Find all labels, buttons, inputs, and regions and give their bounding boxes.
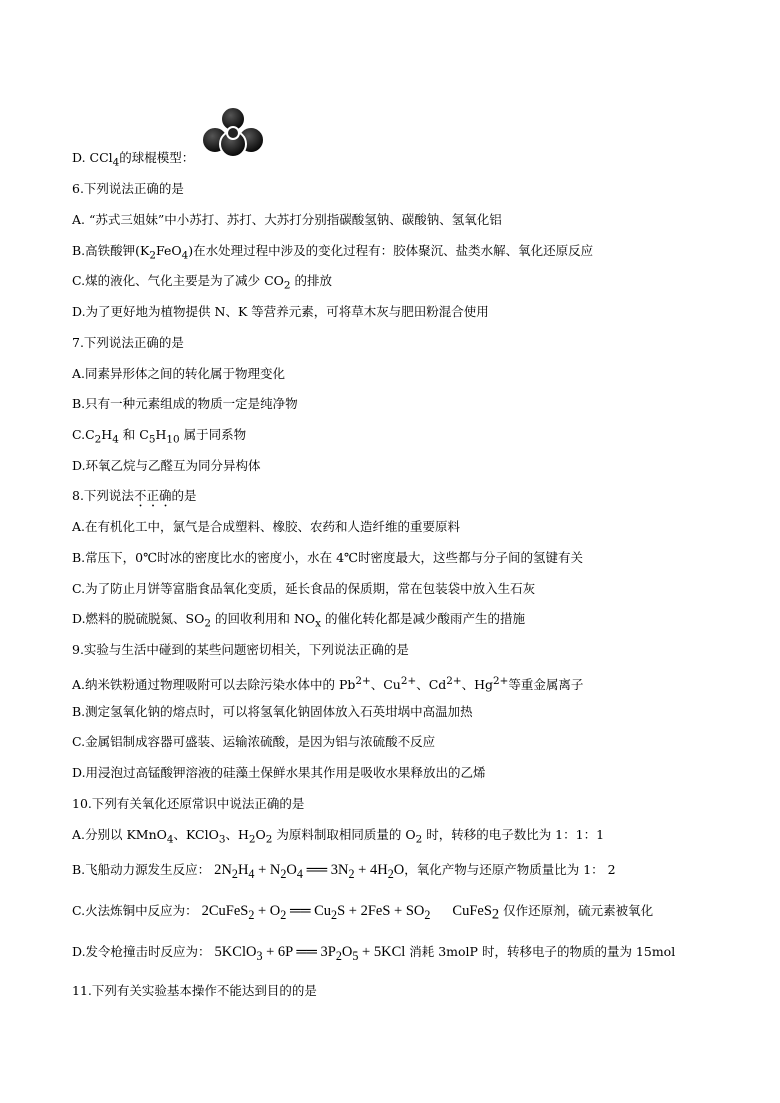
- q8-option-d: D.燃料的脱硫脱氮、$SO_2$ 的回收利用和 $NO_x$ 的催化转化都是减少酸雨产生的措施: [72, 611, 525, 630]
- equation-n2h4: $2N_2H_4 + N_2O_4$ ══ $3N_2 + 4H_2O$: [214, 862, 405, 881]
- q9-option-b: B.测定氢氧化钠的熔点时，可以将氢氧化钠固体放入石英坩埚中高温加热: [72, 704, 473, 719]
- q8-stem: 8.下列说法不正确的是: [72, 488, 197, 503]
- ccl4-ball-stick-model-image: [200, 104, 266, 160]
- q7-option-b: B.只有一种元素组成的物质一定是纯净物: [72, 396, 298, 411]
- q8-option-a: A.在有机化工中，氯气是合成塑料、橡胶、农药和人造纤维的重要原料: [72, 519, 461, 534]
- q10-option-b: B.飞船动力源发生反应： $2N_2H_4 + N_2O_4$ ══ $3N_2 + 4H_2O$，氧化产物与还原产物质量比为 1： 2: [72, 862, 616, 881]
- q7-option-c: $C.C_2H_4$ 和 $C_5H_{10}$ 属于同系物: [72, 427, 247, 446]
- q10-option-a: A.分别以 KMnO$_4$、KClO$_3$、$H_2O_2$ 为原料制取相同质量的 $O_2$ 时，转移的电子数比为 1：1：1: [72, 827, 605, 846]
- q7-option-a: A.同素异形体之间的转化属于物理变化: [72, 366, 286, 381]
- q7-stem: 7.下列说法正确的是: [72, 335, 184, 350]
- q6-option-b: B.高铁酸钾$(K_2FeO_4)$在水处理过程中涉及的变化过程有：胶体聚沉、盐类水解、氧化还原反应: [72, 243, 594, 262]
- equation-cufes2: 2CuFeS$_2$ + $O_2$ ══ $Cu_2S + 2FeS + SO_2$: [201, 903, 431, 922]
- q8-option-b: B.常压下，0℃时冰的密度比水的密度小，水在 4℃时密度最大，这些都与分子间的氢键有关: [72, 550, 584, 565]
- equation-kclo3: 5KClO$_3$ + 6P ══ $3P_2O_5 + 5KCl$: [214, 944, 406, 963]
- q5-option-d: D. CCl$_4$的球棍模型：: [72, 150, 195, 169]
- q10-option-d: D.发令枪撞击时反应为： 5KClO$_3$ + 6P ══ $3P_2O_5 + 5KCl$ 消耗 3molP 时，转移电子的物质的量为 15mol: [72, 944, 676, 963]
- emphasis-text: 不正确: [133, 488, 172, 503]
- q9-option-a: A.纳米铁粉通过物理吸附可以去除污染水体中的 $Pb^{2+}$、$Cu^{2+}$、$Cd^{2+}$、$Hg^{2+}$等重金属离子: [72, 675, 584, 693]
- q6-stem: 6.下列说法正确的是: [72, 181, 184, 196]
- q9-stem: 9.实验与生活中碰到的某些问题密切相关，下列说法正确的是: [72, 642, 409, 657]
- q6-option-a: A. “苏式三姐妹”中小苏打、苏打、大苏打分别指碳酸氢钠、碳酸钠、氢氧化铝: [72, 212, 502, 227]
- q11-stem: 11.下列有关实验基本操作不能达到目的的是: [72, 983, 317, 998]
- q7-option-d: D.环氧乙烷与乙醛互为同分异构体: [72, 458, 261, 473]
- q6-option-d: D.为了更好地为植物提供 N、K 等营养元素，可将草木灰与肥田粉混合使用: [72, 304, 489, 319]
- q10-stem: 10.下列有关氧化还原常识中说法正确的是: [72, 796, 305, 811]
- q10-option-c: C.火法炼铜中反应为： 2CuFeS$_2$ + $O_2$ ══ $Cu_2S + 2FeS + SO_2$ CuFeS$_2$ 仅作还原剂，硫元素被氧化: [72, 903, 654, 923]
- q9-option-d: D.用浸泡过高锰酸钾溶液的硅藻土保鲜水果其作用是吸收水果释放出的乙烯: [72, 765, 486, 780]
- q9-option-c: C.金属铝制成容器可盛装、运输浓硫酸，是因为铝与浓硫酸不反应: [72, 734, 436, 749]
- q8-option-c: C.为了防止月饼等富脂食品氧化变质，延长食品的保质期，常在包装袋中放入生石灰: [72, 581, 536, 596]
- q6-option-c: C.煤的液化、气化主要是为了减少 $CO_2$ 的排放: [72, 273, 332, 292]
